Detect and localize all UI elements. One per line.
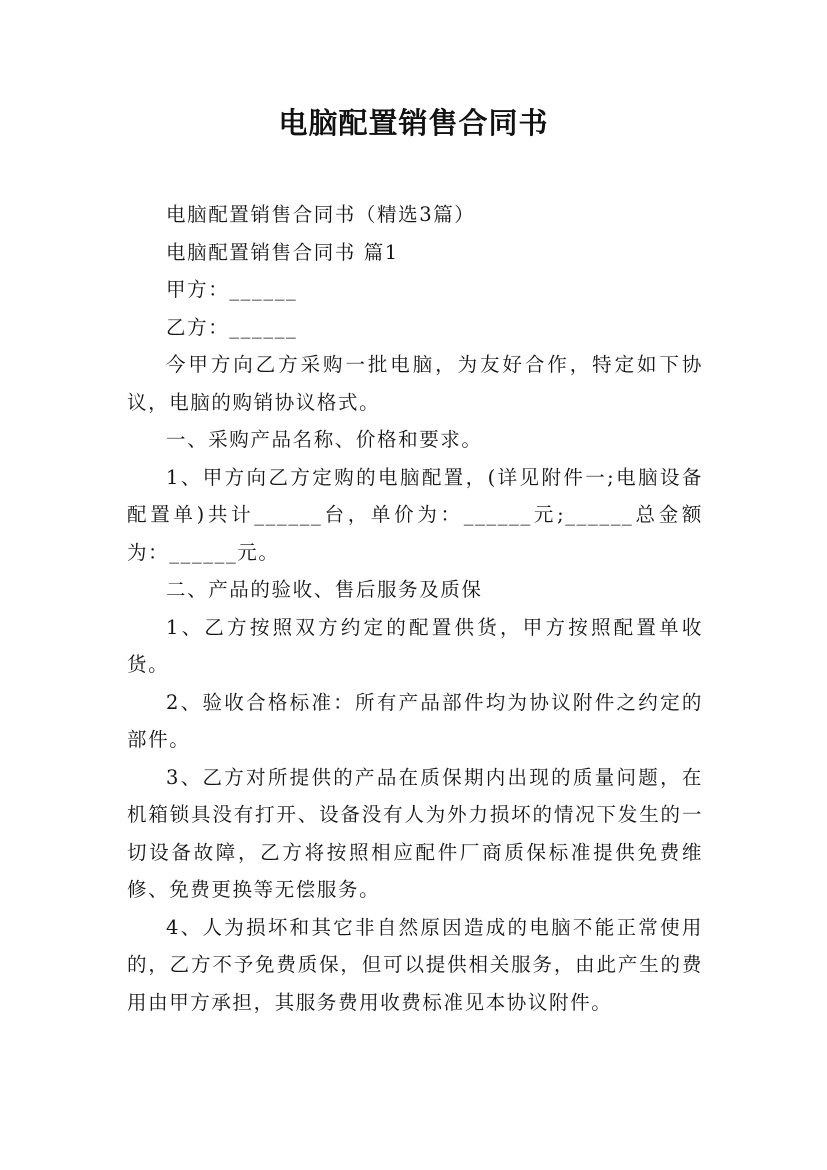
paragraph-party-a: 甲方：______: [166, 278, 298, 301]
paragraph-intro: 今甲方向乙方采购一批电脑，为友好合作，特定如下协议，电脑的购销协议格式。: [127, 353, 703, 414]
paragraph-clause-1-1: 1、甲方向乙方定购的电脑配置，(详见附件一;电脑设备配置单)共计______台，单价为：______元;______总金额为：______元。: [127, 465, 703, 564]
paragraph-clause-2-1: 1、乙方按照双方约定的配置供货，甲方按照配置单收货。: [127, 615, 703, 676]
paragraph-clause-2-3: 3、乙方对所提供的产品在质保期内出现的质量问题，在机箱锁具没有打开、设备没有人为外力损坏的情况下发生的一切设备故障，乙方将按照相应配件厂商质保标准提供免费维修、免费更换等无偿服务。: [127, 765, 703, 901]
document-title: 电脑配置销售合同书: [278, 106, 549, 140]
paragraph-clause-2-4: 4、人为损坏和其它非自然原因造成的电脑不能正常使用的，乙方不予免费质保，但可以提供相关服务，由此产生的费用由甲方承担，其服务费用收费标准见本协议附件。: [127, 915, 703, 1014]
paragraph-clause-2-heading: 二、产品的验收、售后服务及质保: [166, 578, 483, 601]
paragraph-clause-1-heading: 一、采购产品名称、价格和要求。: [166, 428, 483, 451]
paragraph-party-b: 乙方：______: [166, 315, 298, 339]
paragraph-clause-2-2: 2、验收合格标准：所有产品部件均为协议附件之约定的部件。: [127, 690, 703, 751]
paragraph-section-heading: 电脑配置销售合同书 篇1: [166, 240, 399, 264]
document-body: [127, 196, 703, 1021]
paragraph-collection-title: 电脑配置销售合同书（精选3篇）: [166, 203, 476, 226]
